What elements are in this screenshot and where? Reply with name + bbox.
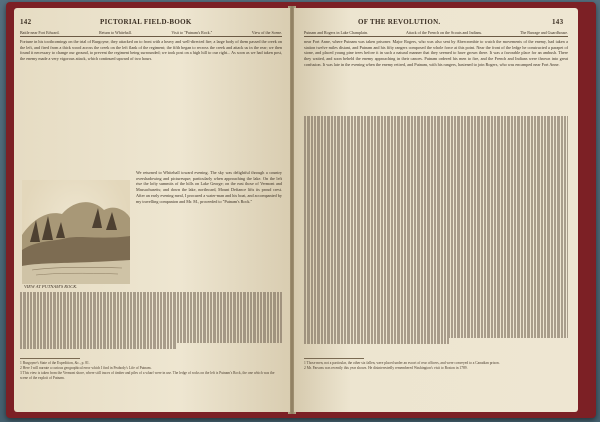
left-footnote: 2 Here I will narrate a curious geographical error which I find in Peabody's Life of Putnam. bbox=[20, 366, 152, 370]
right-footnotes bbox=[304, 361, 568, 371]
left-footnote: 3 This view is taken from the Vermont shore, where still traces of timber and piles of a wharf were in use. The ledge of rocks on the left is Putnam's Rock, the one which was the scene of the exploit of Putnam. bbox=[20, 371, 275, 380]
right-page bbox=[294, 8, 578, 412]
right-body-text bbox=[304, 39, 568, 113]
left-footnote: 1 Burgoyne's State of the Expedition, &c., p. 81. bbox=[20, 361, 90, 365]
putnams-rock-engraving bbox=[22, 180, 130, 284]
left-subheads bbox=[20, 30, 282, 35]
left-footnotes bbox=[20, 361, 282, 381]
left-subhead: Battle near Fort Edward. bbox=[20, 30, 60, 35]
right-footnote-rule bbox=[304, 358, 364, 359]
left-footnote-rule bbox=[20, 358, 80, 359]
left-excursion-text bbox=[136, 170, 282, 288]
right-subhead: The Barrage and Guardhouse. bbox=[520, 30, 568, 35]
illustration-caption: VIEW AT PUTNAM'S ROCK. bbox=[24, 284, 78, 289]
right-subhead: Putnam and Rogers in Lake Champlain. bbox=[304, 30, 368, 35]
right-footnote: 1 Those men, not a particular, the other six fallen, were placed under an escort of rear officers, and were conveyed to a Canadian prison. bbox=[304, 361, 500, 365]
left-subhead: Return to Whitehall. bbox=[99, 30, 132, 35]
left-continuation-lines bbox=[20, 292, 282, 354]
right-subheads bbox=[304, 30, 568, 35]
right-subhead: Attack of the French on the Scouts and Indians. bbox=[405, 30, 483, 35]
left-header-rule bbox=[20, 36, 282, 37]
left-opening-text bbox=[20, 39, 282, 169]
right-header-rule bbox=[304, 36, 568, 37]
right-page-number: 143 bbox=[552, 18, 564, 26]
left-running-title: PICTORIAL FIELD-BOOK bbox=[100, 18, 192, 26]
left-excursion-paragraph: We returned to Whitehall toward evening. The sky was delightful through a country overshadowing and picturesque; particularly when approaching the lake. On the left rise the lofty summits of the hills on Lake George; on the east those of Vermont and Massachusetts; and down the lake, northward, Mount Defiance lifts its proud crest. After an early evening meal, I procured a water-man and his boat, and accompanied by my travelling companion and Mr. M., proceeded to "Putnam's Rock." bbox=[136, 170, 282, 204]
left-subhead: View of the Scene. bbox=[251, 30, 282, 35]
left-opening-paragraph: Fortune in his toothcomings on the trial of Burgoyne, they attacked on to front with a heavy and well-directed fire; a large body of them passed the creek on the left, and fired from a thick wood across the creek on the left flank of the regiment; the fifth began to recross the creek and attack us in the rear; we then found it necessary to change our ground, to prevent the regiment being surrounded; we took post on a high hill to our right... As soon as we had taken post, the enemy made a very vigorous attack, which continued upward of two hours. bbox=[20, 39, 282, 62]
left-page bbox=[14, 8, 290, 412]
left-page-number: 142 bbox=[20, 18, 32, 26]
right-running-title: OF THE REVOLUTION. bbox=[358, 18, 441, 26]
right-continuation-lines bbox=[304, 116, 568, 352]
right-body-paragraph: near Fort Anne, where Putnam was taken prisoner. Major Rogers, who was also sent by Abercrombie to watch the movements of the enemy, had taken a station twelve miles distant, and Putnam and his fifty rangers composed the whole force at this point. Near the front of the ledge he constructed a parapet of stone, and placed young pine trees before it in such a natural manner that they seemed to have grown there. It was a favorable place for an ambush. There they waited, and soon beheld the enemy approaching in their canoes. Putnam ordered his men to fire, and the French and Indians were thrown into great confusion. It was late in the evening when the enemy retired, and Putnam, with his rangers, hastened to join Rogers, who was encamped near Fort Anne. bbox=[304, 39, 568, 67]
left-subhead: Visit to "Putnam's Rock." bbox=[171, 30, 213, 35]
right-footnote: 2 Mr. Parsons was recently this year shown. He disinterestedly remembered Washington's visit to Boston in 1789. bbox=[304, 366, 468, 370]
